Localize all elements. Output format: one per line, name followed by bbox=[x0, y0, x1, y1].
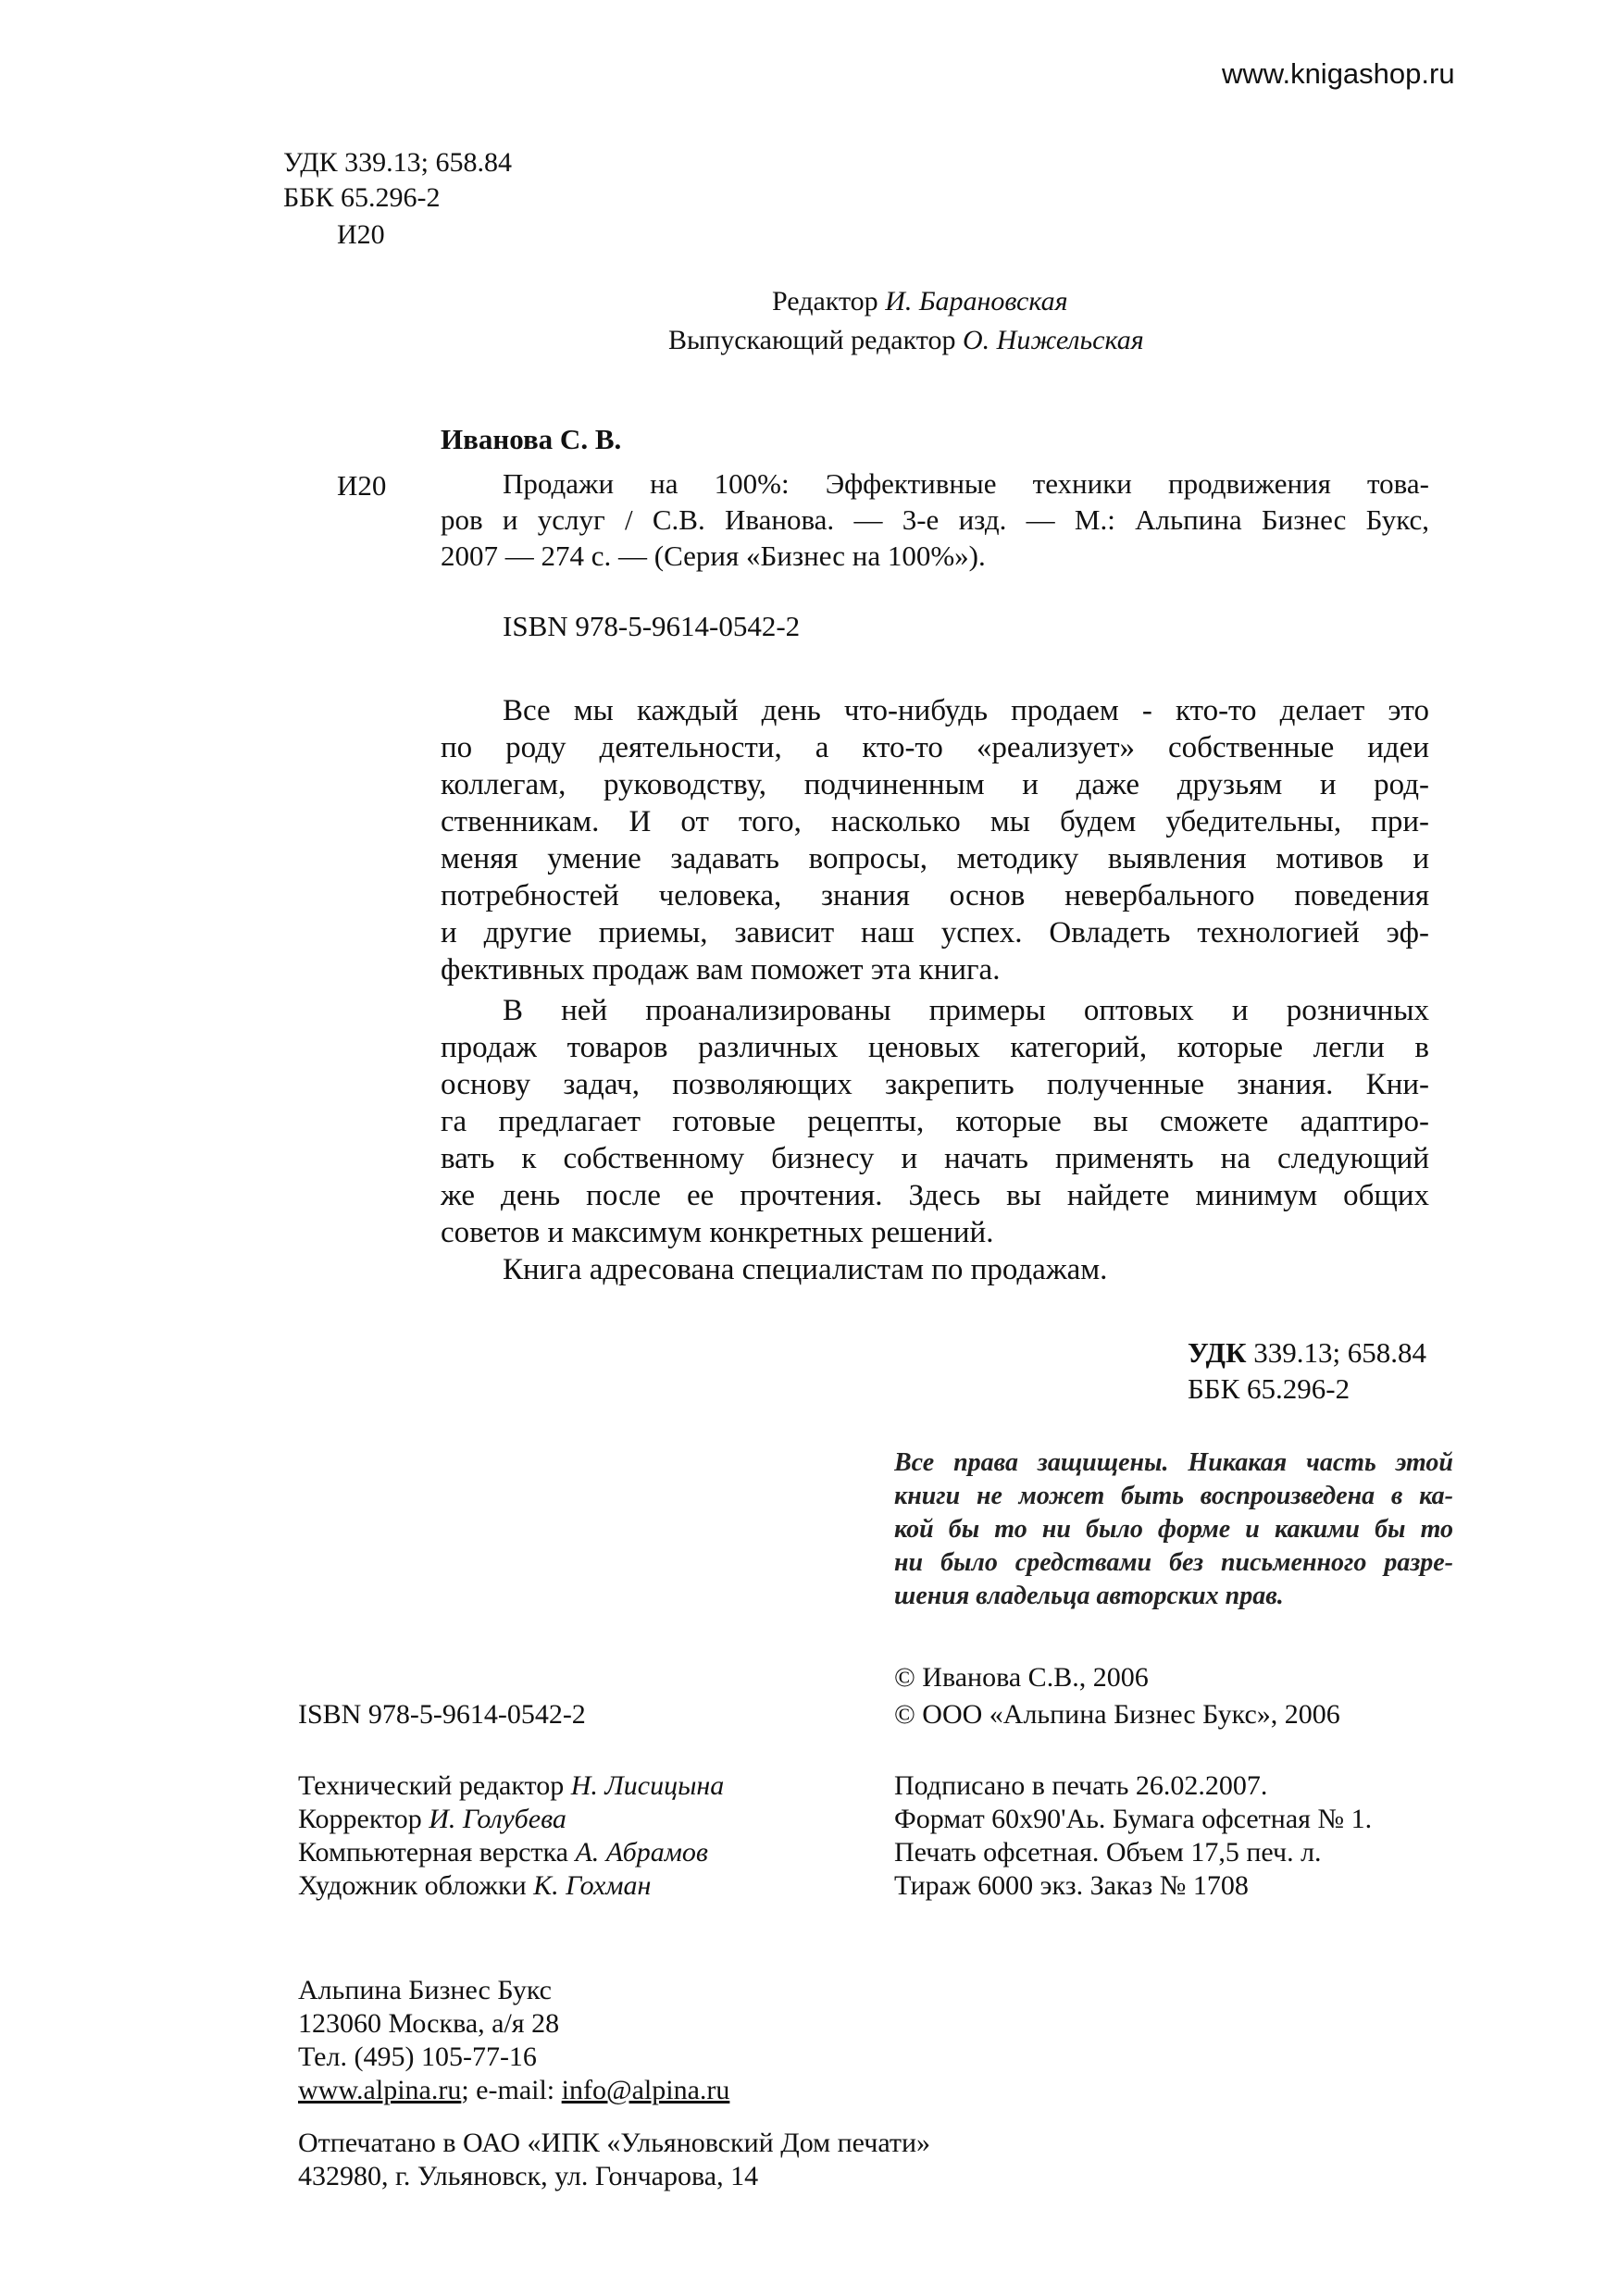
book-description-line: Продажи на 100%: Эффективные техники продвижения това- bbox=[503, 467, 1429, 500]
print-info-line: Тираж 6000 экз. Заказ № 1708 bbox=[894, 1870, 1249, 1901]
udk-bottom-label: УДК bbox=[1188, 1336, 1247, 1369]
staff-name: А. Абрамов bbox=[575, 1837, 708, 1868]
staff-line bbox=[298, 1836, 724, 1869]
copyright-author: © Иванова С.В., 2006 bbox=[894, 1662, 1149, 1693]
editor-name: И. Барановская bbox=[885, 286, 1068, 316]
print-info-line: Формат 60х90'Аь. Бумага офсетная № 1. bbox=[894, 1804, 1373, 1834]
rights-line: книги не может быть воспроизведена в ка- bbox=[894, 1482, 1453, 1510]
annotation-line: по роду деятельности, а кто-то «реализует» собственные идеи bbox=[441, 731, 1429, 764]
printer-line-1: Отпечатано в ОАО «ИПК «Ульяновский Дом печати» bbox=[298, 2128, 931, 2158]
copyright-publisher: © ООО «Альпина Бизнес Букс», 2006 bbox=[894, 1699, 1340, 1730]
annotation-line: продаж товаров различных ценовых категорий, которые легли в bbox=[441, 1031, 1429, 1064]
issuing-editor-name: О. Нижельская bbox=[963, 325, 1144, 355]
print-info bbox=[894, 1769, 1372, 1903]
staff-line bbox=[298, 1869, 724, 1903]
publisher-name: Альпина Бизнес Букс bbox=[298, 1975, 552, 2005]
isbn-bottom: ISBN 978-5-9614-0542-2 bbox=[298, 1699, 586, 1730]
editor-role: Редактор bbox=[772, 286, 878, 316]
book-isbn: ISBN 978-5-9614-0542-2 bbox=[503, 610, 801, 642]
book-author: Иванова С. В. bbox=[441, 423, 622, 455]
annotation-line: фективных продаж вам поможет эта книга. bbox=[441, 953, 1001, 987]
book-description-line: 2007 — 274 с. — (Серия «Бизнес на 100%»). bbox=[441, 540, 986, 572]
annotation-line: и другие приемы, зависит наш успех. Овладеть технологией эф- bbox=[441, 916, 1429, 949]
staff-role: Технический редактор bbox=[298, 1770, 565, 1801]
annotation-line: меняя умение задавать вопросы, методику выявления мотивов и bbox=[441, 842, 1429, 875]
book-code: И20 bbox=[337, 469, 387, 502]
staff-name: К. Гохман bbox=[533, 1870, 652, 1901]
printer-line-2: 432980, г. Ульяновск, ул. Гончарова, 14 bbox=[298, 2161, 759, 2191]
print-info-line: Печать офсетная. Объем 17,5 печ. л. bbox=[894, 1837, 1322, 1868]
udk-top: УДК 339.13; 658.84 bbox=[283, 147, 513, 178]
publisher-address: 123060 Москва, а/я 28 bbox=[298, 2008, 560, 2039]
printer-info bbox=[298, 2127, 930, 2193]
rights-line: шения владельца авторских прав. bbox=[894, 1582, 1284, 1610]
rights-line: ни было средствами без письменного разре- bbox=[894, 1548, 1453, 1577]
staff-role: Художник обложки bbox=[298, 1870, 527, 1901]
annotation-line: вать к собственному бизнесу и начать применять на следующий bbox=[441, 1142, 1429, 1175]
author-code-top: И20 bbox=[337, 219, 385, 250]
staff-credits bbox=[298, 1769, 724, 1903]
publisher-contacts bbox=[298, 1974, 729, 2107]
book-description bbox=[441, 465, 1429, 574]
annotation-line: советов и максимум конкретных решений. bbox=[441, 1216, 994, 1249]
annotation-paragraph-3: Книга адресована специалистам по продажам. bbox=[503, 1253, 1108, 1286]
bbk-top: ББК 65.296-2 bbox=[283, 182, 441, 213]
bbk-bottom: ББК 65.296-2 bbox=[1188, 1372, 1350, 1405]
book-description-line: ров и услуг / С.В. Иванова. — 3-е изд. — М.: Альпина Бизнес Букс, bbox=[441, 503, 1429, 536]
annotation-line: Все мы каждый день что-нибудь продаем - кто-то делает это bbox=[503, 694, 1429, 727]
editor-line bbox=[772, 285, 1068, 318]
annotation-line: В ней проанализированы примеры оптовых и розничных bbox=[503, 994, 1429, 1027]
publisher-web-line bbox=[298, 2074, 729, 2107]
staff-name: Н. Лисицына bbox=[570, 1770, 725, 1801]
staff-line bbox=[298, 1803, 724, 1836]
annotation-line: га предлагает готовые рецепты, которые вы сможете адаптиро- bbox=[441, 1105, 1429, 1138]
staff-role: Корректор bbox=[298, 1804, 422, 1834]
udk-bottom-value: 339.13; 658.84 bbox=[1246, 1336, 1427, 1369]
udk-bottom bbox=[1188, 1334, 1426, 1371]
staff-name: И. Голубева bbox=[429, 1804, 566, 1834]
annotation-line: коллегам, руководству, подчиненным и даже друзьям и род- bbox=[441, 768, 1429, 801]
rights-line: Все права защищены. Никакая часть этой bbox=[894, 1448, 1453, 1477]
annotation-line: же день после ее прочтения. Здесь вы найдете минимум общих bbox=[441, 1179, 1429, 1212]
staff-line bbox=[298, 1769, 724, 1803]
rights-line: кой бы то ни было форме и какими бы то bbox=[894, 1515, 1453, 1544]
email-label: ; e-mail: bbox=[461, 2075, 555, 2105]
issuing-editor-role: Выпускающий редактор bbox=[668, 325, 956, 355]
publisher-email-link[interactable]: info@alpina.ru bbox=[561, 2075, 730, 2105]
annotation-line: потребностей человека, знания основ невербального поведения bbox=[441, 879, 1429, 912]
annotation bbox=[441, 692, 1429, 1288]
publisher-phone: Тел. (495) 105-77-16 bbox=[298, 2042, 537, 2072]
rights-notice bbox=[894, 1446, 1453, 1613]
annotation-paragraph-2 bbox=[441, 992, 1429, 1251]
annotation-paragraph-1 bbox=[441, 692, 1429, 988]
publisher-website-link[interactable]: www.alpina.ru bbox=[298, 2075, 462, 2105]
annotation-line: ственникам. И от того, насколько мы будем убедительны, при- bbox=[441, 805, 1429, 838]
annotation-line: основу задач, позволяющих закрепить полученные знания. Кни- bbox=[441, 1068, 1429, 1101]
staff-role: Компьютерная верстка bbox=[298, 1837, 568, 1868]
print-info-line: Подписано в печать 26.02.2007. bbox=[894, 1770, 1268, 1801]
header-website[interactable]: www.knigashop.ru bbox=[1222, 57, 1455, 90]
issuing-editor-line bbox=[668, 324, 1144, 357]
